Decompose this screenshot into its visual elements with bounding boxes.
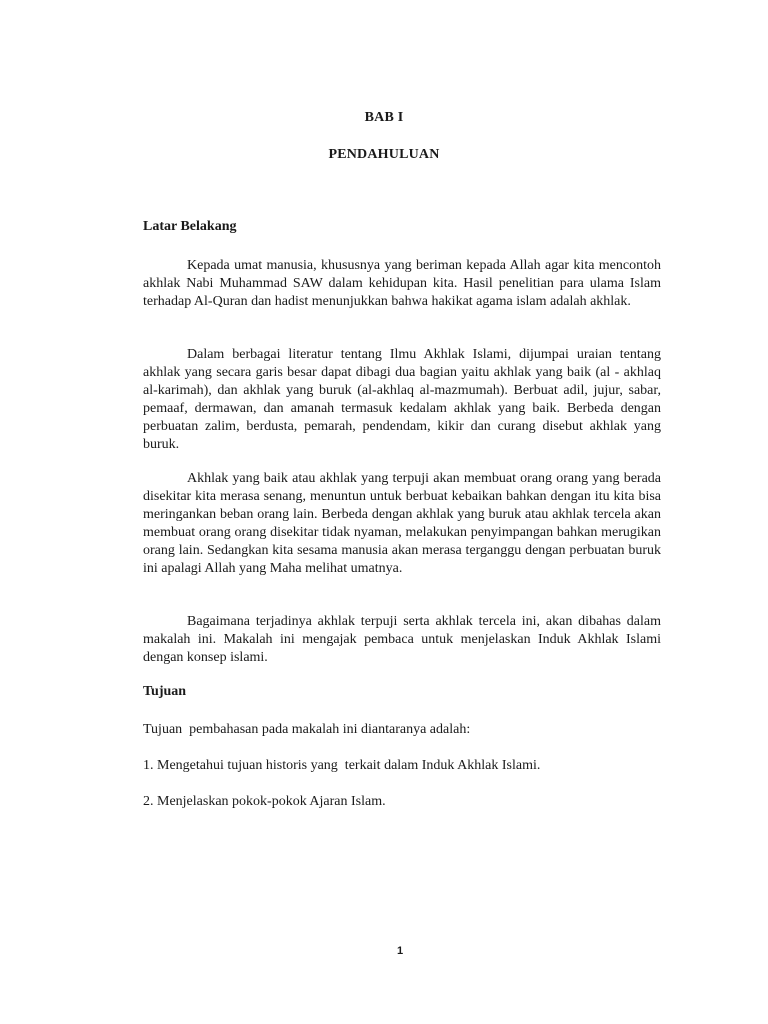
section-heading-background: Latar Belakang	[143, 219, 237, 234]
paragraph-1: Kepada umat manusia, khususnya yang beriman kepada Allah agar kita mencontoh akhlak Nabi Muhammad SAW dalam kehidupan kita. Hasil penelitian para ulama Islam terhadap Al-Quran dan hadist menunjukkan bahwa hakikat agama islam adalah akhlak.	[143, 258, 661, 309]
goal-item-1: 1. Mengetahui tujuan historis yang terkait dalam Induk Akhlak Islami.	[143, 758, 541, 773]
page-number: 1	[396, 945, 404, 957]
paragraph-4: Bagaimana terjadinya akhlak terpuji serta akhlak tercela ini, akan dibahas dalam makalah ini. Makalah ini mengajak pembaca untuk menjelaskan Induk Akhlak Islami dengan konsep islami.	[143, 614, 661, 665]
goals-intro: Tujuan pembahasan pada makalah ini diantaranya adalah:	[143, 722, 471, 737]
chapter-number: BAB I	[364, 110, 404, 125]
chapter-title: PENDAHULUAN	[328, 147, 440, 162]
paragraph-2: Dalam berbagai literatur tentang Ilmu Akhlak Islami, dijumpai uraian tentang akhlak yang secara garis besar dapat dibagi dua bagian yaitu akhlak yang baik (al - akhlaq al-karimah), dan akhlak yang buruk (al-akhlaq al-mazmumah). Berbuat adil, jujur, sabar, pemaaf, dermawan, dan amanah termasuk kedalam akhlak yang baik. Berbeda dengan perbuatan zalim, berdusta, pemarah, pendendam, kikir dan curang disebut akhlak yang buruk.	[143, 347, 661, 452]
goal-item-2: 2. Menjelaskan pokok-pokok Ajaran Islam.	[143, 794, 386, 809]
section-heading-goals: Tujuan	[143, 684, 187, 699]
paragraph-3: Akhlak yang baik atau akhlak yang terpuji akan membuat orang orang yang berada disekitar kita merasa senang, menuntun untuk berbuat kebaikan bahkan dengan itu kita bisa meringankan beban orang lain. Berbeda dengan akhlak yang buruk atau akhlak tercela akan membuat orang orang disekitar tidak nyaman, melakukan penyimpangan bahkan merugikan orang lain. Sedangkan kita sesama manusia akan merasa terganggu dengan perbuatan buruk ini apalagi Allah yang Maha melihat umatnya.	[143, 471, 661, 576]
